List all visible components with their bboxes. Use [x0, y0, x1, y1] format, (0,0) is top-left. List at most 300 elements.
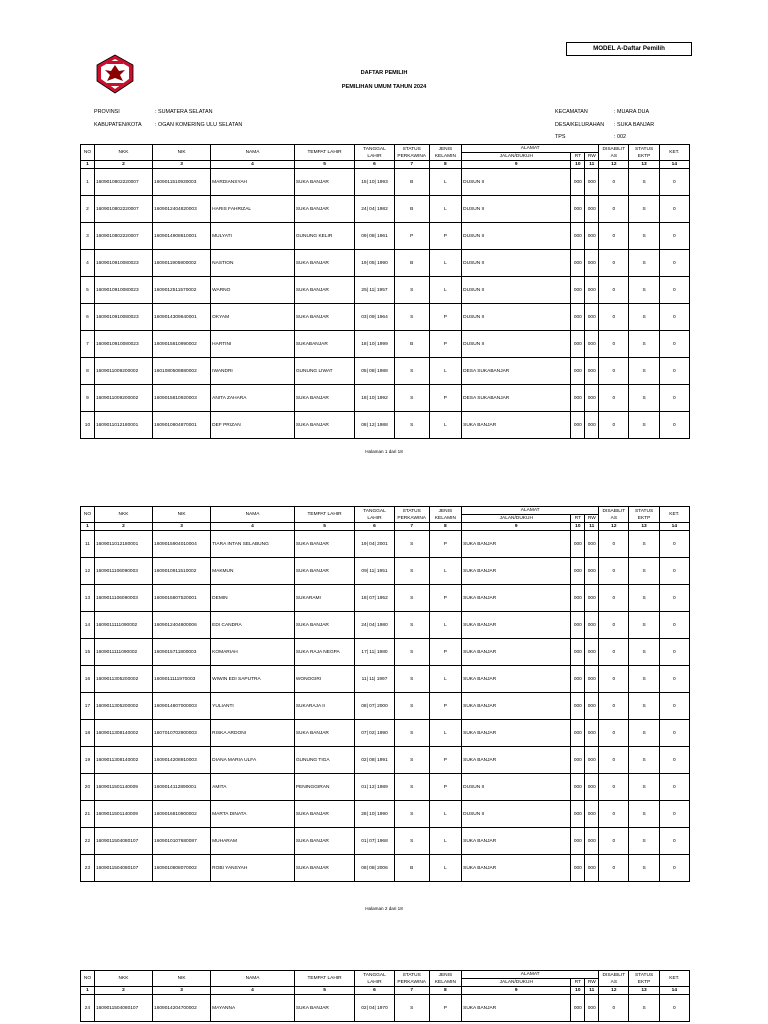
table-row [81, 223, 690, 250]
table-cell: KOMARIAH [211, 639, 295, 666]
table-cell: S [394, 612, 429, 639]
table-cell: S [629, 304, 659, 331]
table-cell: S [629, 412, 659, 439]
table-cell: 1609014908610001 [153, 223, 211, 250]
table-row [81, 585, 690, 612]
table-cell: 08| 12| 1988 [355, 412, 395, 439]
header-tempat-lahir: TEMPAT LAHIR [294, 145, 354, 161]
table-cell: 000 [585, 995, 599, 1022]
table-cell: 1609010910080023 [94, 304, 152, 331]
table-cell: SUKARAJA II [294, 693, 354, 720]
table-cell: 21 [81, 801, 95, 828]
header-status-ektp: STATUS EKTP [629, 145, 659, 161]
table-row [81, 774, 690, 801]
table-cell: 0 [599, 693, 629, 720]
table-cell: NASTION [211, 250, 295, 277]
table-cell: 1609010910080023 [94, 250, 152, 277]
table-cell: 0 [599, 250, 629, 277]
table-cell: 000 [571, 585, 585, 612]
table-cell: 000 [571, 385, 585, 412]
table-cell: 0 [659, 169, 689, 196]
table-cell: 1609015711800003 [153, 639, 211, 666]
table-cell: S [629, 558, 659, 585]
table-cell: S [629, 250, 659, 277]
table-cell: 9 [81, 385, 95, 412]
header-nkk: NKK [94, 145, 152, 161]
table-cell: 1609014204700002 [153, 995, 211, 1022]
provinsi-label: PROVINSI [94, 109, 120, 115]
table-cell: 08| 07| 2000 [355, 693, 395, 720]
table-cell: 1609010107680087 [153, 828, 211, 855]
table-cell: SUKA BANJAR [462, 412, 571, 439]
table-cell: 5 [81, 277, 95, 304]
table-cell: 24| 04| 1982 [355, 196, 395, 223]
table-cell: 0 [659, 639, 689, 666]
table-cell: 000 [571, 693, 585, 720]
column-number: 5 [294, 161, 354, 169]
header-alamat: ALAMAT [462, 971, 599, 979]
column-number: 3 [153, 161, 211, 169]
table-cell: L [429, 196, 462, 223]
table-cell: SUKA BANJAR [294, 612, 354, 639]
table-row [81, 250, 690, 277]
header-no: NO [81, 145, 95, 161]
column-number: 10 [571, 523, 585, 531]
table-cell: 0 [659, 995, 689, 1022]
table-cell: 000 [571, 196, 585, 223]
table-cell: 0 [659, 612, 689, 639]
table-cell: 1609014309640001 [153, 304, 211, 331]
table-row [81, 828, 690, 855]
table-cell: 19| 05| 1990 [355, 250, 395, 277]
column-number: 10 [571, 987, 585, 995]
column-number: 9 [462, 523, 571, 531]
table-row [81, 169, 690, 196]
table-row [81, 331, 690, 358]
column-number: 7 [394, 987, 429, 995]
provinsi-value: : SUMATERA SELATAN [155, 109, 213, 115]
table-cell: 000 [585, 412, 599, 439]
table-cell: S [394, 531, 429, 558]
table-cell: DUSUN II [462, 169, 571, 196]
table-cell: SUKA BANJAR [294, 250, 354, 277]
table-cell: SUKA BANJAR [462, 828, 571, 855]
table-cell: S [629, 331, 659, 358]
table-cell: 18| 10| 1992 [355, 385, 395, 412]
header-jalan: JALAN/DUKUH [462, 515, 571, 523]
table-cell: 0 [599, 385, 629, 412]
table-cell: 13 [81, 585, 95, 612]
column-number: 11 [585, 987, 599, 995]
column-number: 1 [81, 523, 95, 531]
table-cell: 1609011012180001 [94, 531, 152, 558]
page-number: Halaman 1 dari 18 [365, 449, 403, 454]
header-disabilitas: DISABILIT AS [599, 507, 629, 523]
table-cell: MARTA DINATA [211, 801, 295, 828]
table-cell: 000 [571, 855, 585, 882]
column-number: 5 [294, 987, 354, 995]
column-number: 11 [585, 161, 599, 169]
table-cell: 1609015810920003 [153, 385, 211, 412]
kecamatan-label: KECAMATAN [555, 109, 588, 115]
table-cell: L [429, 720, 462, 747]
table-cell: 09| 08| 1961 [355, 223, 395, 250]
table-cell: SUKA BANJAR [294, 855, 354, 882]
table-cell: 000 [571, 612, 585, 639]
table-cell: 000 [571, 223, 585, 250]
table-cell: EDI CANDRA [211, 612, 295, 639]
table-cell: 000 [585, 558, 599, 585]
table-cell: SUKARAMI [294, 585, 354, 612]
table-cell: 2 [81, 196, 95, 223]
table-cell: 25| 11| 1957 [355, 277, 395, 304]
table-cell: 000 [571, 358, 585, 385]
table-cell: 000 [585, 358, 599, 385]
table-cell: S [394, 358, 429, 385]
table-cell: 6 [81, 304, 95, 331]
table-cell: 0 [599, 412, 629, 439]
table-cell: DEF PRIZAN [211, 412, 295, 439]
table-cell: 1609011501140009 [94, 801, 152, 828]
table-cell: 0 [599, 828, 629, 855]
table-cell: 19| 04| 2001 [355, 531, 395, 558]
table-cell: S [629, 223, 659, 250]
table-cell: P [429, 331, 462, 358]
header-rt: RT [571, 515, 585, 523]
table-cell: GUNUNG TIGA [294, 747, 354, 774]
table-cell: L [429, 612, 462, 639]
table-row [81, 855, 690, 882]
table-cell: 0 [659, 385, 689, 412]
table-cell: ANITA ZAHARA [211, 385, 295, 412]
column-number: 7 [394, 161, 429, 169]
table-cell: 1609010804870001 [153, 412, 211, 439]
column-number: 1 [81, 987, 95, 995]
table-row [81, 720, 690, 747]
column-number: 13 [629, 987, 659, 995]
table-cell: 1607010702900003 [153, 720, 211, 747]
header-tempat-lahir: TEMPAT LAHIR [294, 971, 354, 987]
table-cell: SUKA BANJAR [294, 720, 354, 747]
table-cell: 0 [659, 585, 689, 612]
header-rw: RW [585, 979, 599, 987]
header-tanggal-lahir: TANGGAL LAHIR [355, 145, 395, 161]
column-number: 4 [211, 523, 295, 531]
table-cell: S [394, 828, 429, 855]
header-nik: NIK [153, 507, 211, 523]
table-cell: S [629, 828, 659, 855]
table-cell: P [429, 385, 462, 412]
table-cell: 0 [599, 855, 629, 882]
column-number: 3 [153, 987, 211, 995]
column-number: 4 [211, 987, 295, 995]
table-cell: 1609011106090003 [94, 585, 152, 612]
table-cell: SUKA BANJAR [294, 196, 354, 223]
table-cell: 1609016810900002 [153, 801, 211, 828]
table-cell: 0 [599, 196, 629, 223]
header-nkk: NKK [94, 971, 152, 987]
table-cell: 000 [585, 666, 599, 693]
table-row [81, 358, 690, 385]
table-cell: 000 [585, 693, 599, 720]
table-cell: 02| 04| 1970 [355, 995, 395, 1022]
column-number: 12 [599, 987, 629, 995]
table-cell: 0 [599, 331, 629, 358]
table-cell: S [394, 747, 429, 774]
table-cell: TIARA INTAN SELABUNG [211, 531, 295, 558]
table-cell: OKYAM [211, 304, 295, 331]
kabupaten-label: KABUPATEN/KOTA [94, 122, 142, 128]
table-cell: SUKA RAJA NEGPA [294, 639, 354, 666]
table-cell: S [394, 666, 429, 693]
column-number: 8 [429, 987, 462, 995]
table-cell: 0 [659, 250, 689, 277]
table-cell: 0 [599, 612, 629, 639]
table-cell: S [394, 304, 429, 331]
column-number: 2 [94, 987, 152, 995]
table-cell: 1609011106090003 [94, 558, 152, 585]
table-cell: SUKA BANJAR [294, 995, 354, 1022]
table-cell: SUKA BANJAR [462, 855, 571, 882]
table-cell: P [429, 693, 462, 720]
table-cell: S [629, 774, 659, 801]
table-cell: 1609010802220007 [94, 223, 152, 250]
desa-label: DESA/KELURAHAN [555, 122, 605, 128]
desa-value: : SUKA BANJAR [614, 122, 655, 128]
column-number: 14 [659, 161, 689, 169]
table-cell: 20 [81, 774, 95, 801]
table-cell: S [629, 277, 659, 304]
table-cell: 18| 10| 1999 [355, 331, 395, 358]
table-cell: 11 [81, 531, 95, 558]
header-status-perkawinan: STATUS PERKAWINA [394, 145, 429, 161]
table-cell: 17 [81, 693, 95, 720]
table-cell: WARNO [211, 277, 295, 304]
tps-value: : 002 [614, 134, 626, 140]
table-cell: 0 [599, 639, 629, 666]
table-cell: 1609011012180001 [94, 412, 152, 439]
column-number: 9 [462, 987, 571, 995]
table-cell: MUHARAM [211, 828, 295, 855]
table-cell: S [629, 196, 659, 223]
table-cell: 0 [599, 277, 629, 304]
table-cell: DUSUN II [462, 223, 571, 250]
table-cell: 000 [571, 169, 585, 196]
table-cell: 0 [659, 223, 689, 250]
table-cell: 17| 11| 1980 [355, 639, 395, 666]
table-cell: 24 [81, 995, 95, 1022]
table-cell: SUKA BANJAR [462, 558, 571, 585]
header-tanggal-lahir: TANGGAL LAHIR [355, 971, 395, 987]
table-cell: 000 [571, 720, 585, 747]
column-number: 12 [599, 161, 629, 169]
table-cell: 000 [571, 801, 585, 828]
table-cell: SUKA BANJAR [294, 828, 354, 855]
table-cell: L [429, 666, 462, 693]
table-cell: 000 [585, 223, 599, 250]
table-row [81, 995, 690, 1022]
table-cell: HARIS FAHRIZAL [211, 196, 295, 223]
column-number: 2 [94, 161, 152, 169]
table-cell: 4 [81, 250, 95, 277]
column-number: 9 [462, 161, 571, 169]
page-number: Halaman 2 dari 18 [365, 906, 403, 911]
table-cell: 1609011111090002 [94, 639, 152, 666]
table-cell: 1609010808070002 [153, 855, 211, 882]
table-cell: 03| 09| 1964 [355, 304, 395, 331]
table-cell: 07| 02| 1990 [355, 720, 395, 747]
table-cell: DUSUN II [462, 250, 571, 277]
header-status-perkawinan: STATUS PERKAWINA [394, 971, 429, 987]
table-cell: 000 [585, 277, 599, 304]
table-cell: S [394, 995, 429, 1022]
table-cell: SUKA BANJAR [462, 747, 571, 774]
table-cell: 15| 10| 1993 [355, 169, 395, 196]
header-status-ektp: STATUS EKTP [629, 507, 659, 523]
table-cell: 1609015904010004 [153, 531, 211, 558]
table-cell: 22 [81, 828, 95, 855]
table-cell: PENINGGIRAN [294, 774, 354, 801]
document-title: DAFTAR PEMILIH [360, 70, 408, 76]
table-cell: 0 [599, 995, 629, 1022]
column-number: 14 [659, 523, 689, 531]
table-cell: 0 [599, 774, 629, 801]
table-cell: 1609011501140009 [94, 774, 152, 801]
table-row [81, 196, 690, 223]
table-cell: 000 [571, 639, 585, 666]
header-alamat: ALAMAT [462, 507, 599, 515]
table-cell: 000 [571, 774, 585, 801]
table-cell: 12 [81, 558, 95, 585]
table-cell: DUSUN II [462, 774, 571, 801]
table-cell: 0 [659, 801, 689, 828]
table-cell: 1609012404800006 [153, 612, 211, 639]
table-cell: P [429, 531, 462, 558]
table-cell: SUKA BANJAR [294, 304, 354, 331]
table-cell: 0 [599, 531, 629, 558]
table-cell: SUKA BANJAR [462, 531, 571, 558]
header-tempat-lahir: TEMPAT LAHIR [294, 507, 354, 523]
table-cell: 000 [571, 828, 585, 855]
column-number: 14 [659, 987, 689, 995]
table-cell: S [629, 385, 659, 412]
column-number: 4 [211, 161, 295, 169]
table-cell: DEMIN [211, 585, 295, 612]
table-cell: P [429, 223, 462, 250]
table-cell: P [429, 639, 462, 666]
table-cell: 0 [659, 747, 689, 774]
table-cell: IWANDRI [211, 358, 295, 385]
header-no: NO [81, 971, 95, 987]
table-row [81, 639, 690, 666]
table-cell: 1609010802220007 [94, 169, 152, 196]
table-cell: P [429, 774, 462, 801]
table-cell: SUKA BANJAR [462, 720, 571, 747]
table-cell: 000 [571, 666, 585, 693]
header-ket: KET. [659, 971, 689, 987]
table-cell: 1609011111090002 [94, 612, 152, 639]
table-cell: 1609011308140002 [94, 720, 152, 747]
table-cell: 000 [571, 412, 585, 439]
table-cell: 0 [599, 747, 629, 774]
table-row [81, 693, 690, 720]
table-cell: 0 [659, 196, 689, 223]
table-cell: 000 [571, 277, 585, 304]
table-cell: 1609014112890001 [153, 774, 211, 801]
table-cell: 10 [81, 412, 95, 439]
table-cell: 000 [585, 331, 599, 358]
table-cell: 7 [81, 331, 95, 358]
table-cell: 0 [659, 720, 689, 747]
table-cell: B [394, 196, 429, 223]
table-cell: 1609011504080107 [94, 855, 152, 882]
table-cell: 15 [81, 639, 95, 666]
table-cell: AMITA [211, 774, 295, 801]
table-cell: 09| 11| 1951 [355, 558, 395, 585]
document-subtitle: PEMILIHAN UMUM TAHUN 2024 [341, 84, 427, 90]
table-cell: GUNUNG LIWAT [294, 358, 354, 385]
table-cell: L [429, 412, 462, 439]
table-cell: DUSUN II [462, 196, 571, 223]
table-row [81, 531, 690, 558]
table-cell: S [629, 169, 659, 196]
header-ket: KET. [659, 507, 689, 523]
table-cell: 000 [585, 774, 599, 801]
table-cell: MARDIANSYAH [211, 169, 295, 196]
table-cell: DESA SUKABANJAR [462, 358, 571, 385]
table-cell: 000 [585, 304, 599, 331]
table-cell: 1609012511570002 [153, 277, 211, 304]
header-rt: RT [571, 979, 585, 987]
column-number: 1 [81, 161, 95, 169]
column-number: 6 [355, 523, 395, 531]
table-cell: S [394, 639, 429, 666]
table-cell: 1609014807000003 [153, 693, 211, 720]
table-cell: MAKMUN [211, 558, 295, 585]
table-cell: S [394, 774, 429, 801]
table-cell: MULYATI [211, 223, 295, 250]
table-row [81, 385, 690, 412]
table-cell: 1 [81, 169, 95, 196]
table-cell: 000 [585, 639, 599, 666]
table-cell: 05| 08| 1988 [355, 358, 395, 385]
header-tanggal-lahir: TANGGAL LAHIR [355, 507, 395, 523]
table-cell: SUKABANJAR [294, 331, 354, 358]
kecamatan-value: : MUARA DUA [614, 109, 650, 115]
table-row [81, 801, 690, 828]
table-cell: 0 [599, 585, 629, 612]
table-cell: S [629, 747, 659, 774]
table-cell: B [394, 855, 429, 882]
header-jenis-kelamin: JENIS KELAMIN [429, 145, 462, 161]
table-cell: 000 [585, 385, 599, 412]
header-disabilitas: DISABILIT AS [599, 971, 629, 987]
table-cell: P [429, 304, 462, 331]
table-cell: HARTINI [211, 331, 295, 358]
table-cell: 0 [659, 855, 689, 882]
table-cell: DUSUN II [462, 304, 571, 331]
table-cell: L [429, 558, 462, 585]
table-cell: DUSUN II [462, 277, 571, 304]
table-cell: 000 [571, 747, 585, 774]
table-cell: 000 [585, 612, 599, 639]
column-number: 10 [571, 161, 585, 169]
table-cell: RISKA ARDONI [211, 720, 295, 747]
table-cell: 000 [571, 558, 585, 585]
table-cell: 0 [659, 558, 689, 585]
table-cell: 0 [599, 169, 629, 196]
table-cell: 000 [585, 531, 599, 558]
